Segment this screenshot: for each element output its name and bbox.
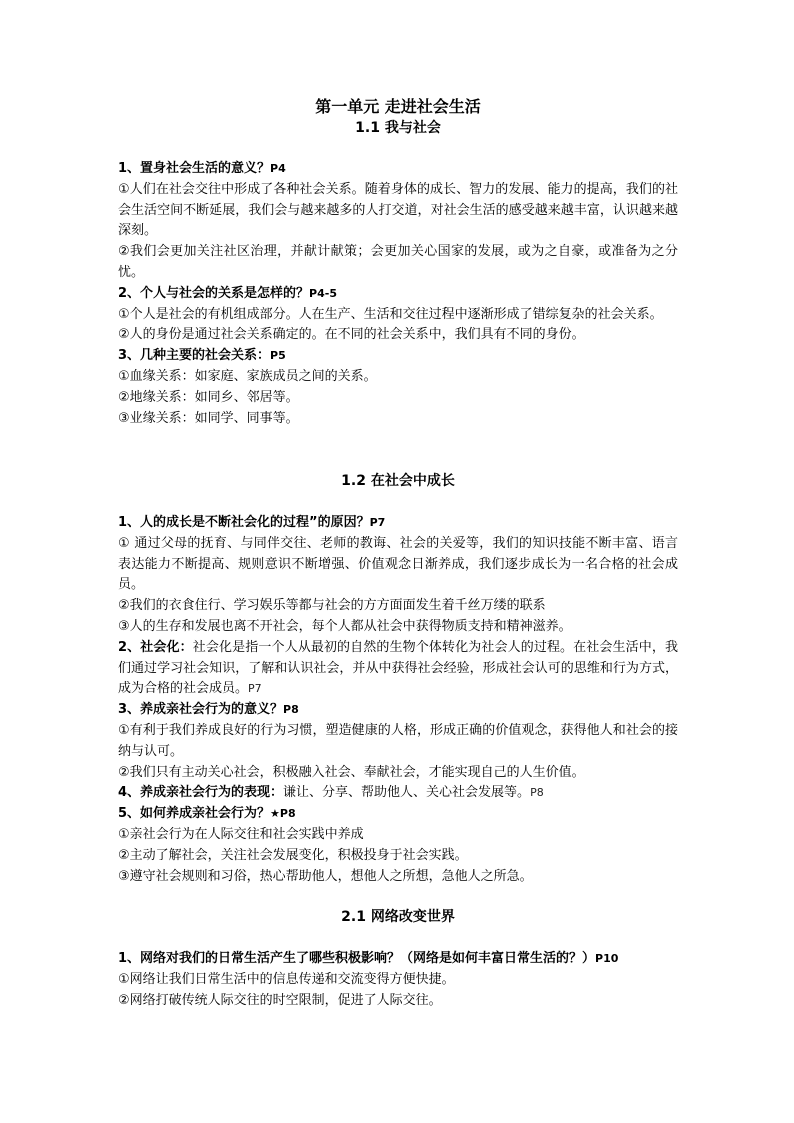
question-text: 1、人的成长是不断社会化的过程”的原因？: [118, 515, 370, 530]
question-heading: [118, 346, 678, 367]
section-title: 1.1 我与社会: [355, 120, 441, 136]
page-reference: ★P8: [270, 807, 296, 821]
answer-paragraph: ①亲社会行为在人际交往和社会实践中养成: [118, 826, 364, 842]
question-heading: [118, 159, 678, 180]
answer-paragraph: ③人的生存和发展也离不开社会，每个人都从社会中获得物质支持和精神滋养。: [118, 618, 572, 634]
question-text: 3、养成亲社会行为的意义？: [118, 702, 284, 718]
question-text: 2、个人与社会的关系是怎样的？: [118, 285, 310, 301]
definition-paragraph: [118, 783, 678, 804]
page-reference: P10: [595, 952, 619, 965]
definition-text: 社会化是指一个人从最初的自然的生物个体转化为社会人的过程。在社会生活中，我们通过学习社会知识，了解和认识社会，并从中获得社会经验，形成社会认可的思维和行为方式，成为合格的社会成员。: [118, 639, 678, 697]
question-text: 3、几种主要的社会关系：: [118, 348, 271, 364]
answer-paragraph: ②我们只有主动关心社会，积极融入社会、奉献社会，才能实现自己的人生价值。: [118, 764, 585, 780]
section-title: 2.1 网络改变世界: [341, 909, 455, 925]
answer-paragraph: ②主动了解社会，关注社会发展变化，积极投身于社会实践。: [118, 847, 468, 863]
answer-paragraph: ②地缘关系：如同乡、邻居等。: [118, 389, 299, 405]
unit-title: 第一单元 走进社会生活: [315, 97, 481, 116]
page-reference: P8: [530, 786, 544, 800]
answer-paragraph: ①有利于我们养成良好的行为习惯，塑造健康的人格，形成正确的价值观念，获得他人和社会的接纳与认可。: [118, 722, 678, 759]
page-reference: P4: [270, 162, 286, 175]
section-body: [118, 513, 678, 887]
answer-paragraph: ①血缘关系：如家庭、家族成员之间的关系。: [118, 368, 377, 384]
question-heading: [118, 700, 678, 721]
answer-paragraph: ①网络让我们日常生活中的信息传递和交流变得方便快捷。: [118, 971, 455, 987]
answer-paragraph: ②我们会更加关注社区治理，并献计献策；会更加关心国家的发展，或为之自豪，或准备为之分忧。: [118, 244, 678, 280]
question-heading: [118, 513, 678, 534]
question-heading: [118, 804, 678, 825]
question-heading: [118, 949, 678, 970]
answer-paragraph: ①个人是社会的有机组成部分。人在生产、生活和交往过程中逐渐形成了错综复杂的社会关系。: [118, 306, 663, 322]
question-text: 1、置身社会生活的意义？: [118, 161, 271, 176]
answer-paragraph: ②网络打破传统人际交往的时空限制，促进了人际交往。: [118, 992, 442, 1008]
page-reference: P8: [283, 703, 299, 717]
definition-text: 谦让、分享、帮助他人、关心社会发展等。: [283, 785, 531, 801]
answer-paragraph: ③遵守社会规则和习俗，热心帮助他人，想他人之所想，急他人之所急。: [118, 868, 533, 884]
answer-paragraph: ①人们在社会交往中形成了各种社会关系。随着身体的成长、智力的发展、能力的提高，我们的社会生活空间不断延展，我们会与越来越多的人打交道，对社会生活的感受越来越丰富，认识越来越深刻。: [118, 181, 678, 239]
question-text: 5、如何养成亲社会行为？: [118, 806, 271, 822]
answer-paragraph: ③业缘关系：如同学、同事等。: [118, 410, 299, 426]
definition-label: 4、养成亲社会行为的表现：: [118, 785, 284, 801]
page-reference: P7: [369, 516, 386, 529]
section-title: 1.2 在社会中成长: [341, 473, 455, 489]
answer-paragraph: ②我们的衣食住行、学习娱乐等都与社会的方方面面发生着千丝万缕的联系: [118, 598, 546, 614]
answer-paragraph: ②人的身份是通过社会关系确定的。在不同的社会关系中，我们具有不同的身份。: [118, 327, 585, 343]
page-reference: P5: [270, 349, 286, 363]
definition-paragraph: [118, 638, 678, 700]
answer-paragraph: ① 通过父母的抚育、与同伴交往、老师的教诲、社会的关爱等，我们的知识技能不断丰富、语言表达能力不断提高、规则意识不断增强、价值观念日渐养成，我们逐步成长为一名合格的社会成员。: [118, 535, 678, 593]
page-reference: P7: [248, 682, 262, 696]
question-heading: [118, 284, 678, 305]
definition-label: 2、社会化：: [118, 639, 193, 655]
section-body: [118, 159, 678, 429]
page-reference: P4-5: [309, 286, 337, 300]
section-body: [118, 949, 678, 1011]
question-text: 1、网络对我们的日常生活产生了哪些积极影响？（网络是如何丰富日常生活的？）: [118, 951, 596, 966]
